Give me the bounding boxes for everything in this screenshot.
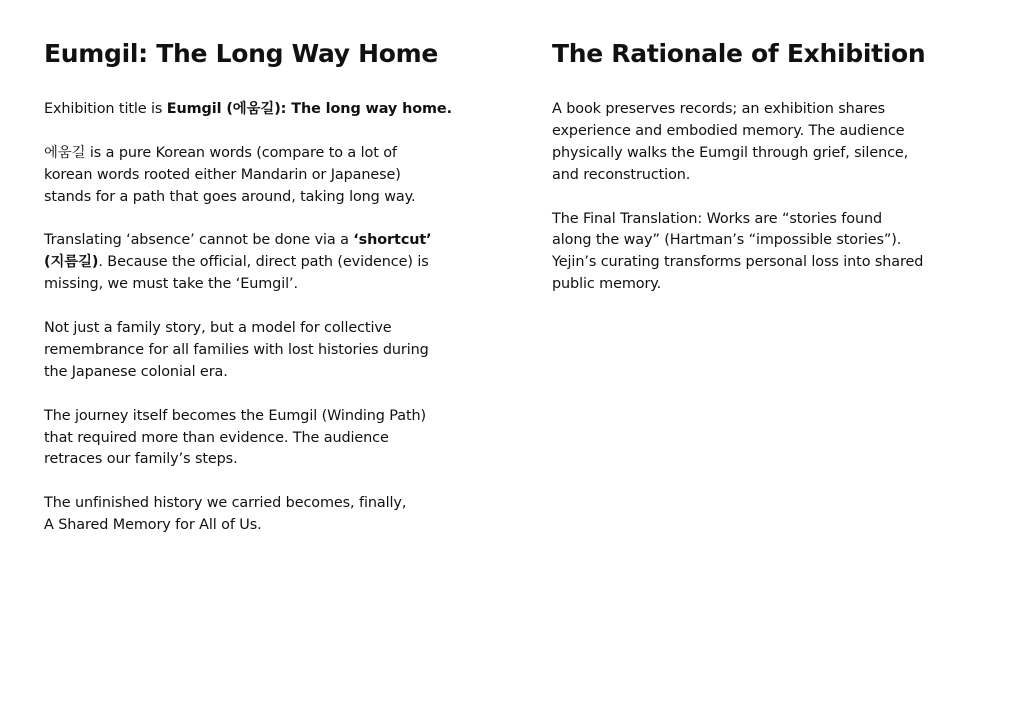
right-heading: The Rationale of Exhibition [552,39,926,68]
paragraph-line: The unfinished history we carried becomes, finally, [44,495,407,512]
right-column [552,38,982,296]
book-vs-exhibition-paragraph [552,99,982,187]
exhibition-title-bold: Eumgil (에움길): The long way home. [166,101,452,117]
paragraph-line: the Japanese colonial era. [44,363,228,380]
text-span: . Because the official, direct path (evidence) is [98,254,429,271]
paragraph-line: A book preserves records; an exhibition shares [552,101,886,117]
paragraph-line: The Final Translation: Works are “stories found [552,210,883,227]
text-span: Translating ‘absence’ cannot be done via a [44,232,354,249]
journey-paragraph [44,406,474,472]
jireumgil-bold: (지름길) [44,254,99,271]
paragraph-line: korean words rooted either Mandarin or Japanese) [44,166,401,183]
left-heading: Eumgil: The Long Way Home [44,39,439,68]
paragraph-line: public memory. [552,276,662,293]
absence-paragraph [44,230,474,296]
paragraph-line: physically walks the Eumgil through grief, silence, [552,144,909,161]
paragraph-line: experience and embodied memory. The audience [552,122,905,139]
paragraph-line [44,252,474,274]
paragraph-line: A Shared Memory for All of Us. [44,517,262,534]
eumgil-definition-paragraph [44,143,474,209]
paragraph-line [44,99,474,121]
paragraph-line: and reconstruction. [552,166,691,183]
paragraph-line: that required more than evidence. The audience [44,429,389,446]
left-body [44,99,474,537]
paragraph-line: Yejin’s curating transforms personal loss into shared [552,254,924,271]
paragraph-line: retraces our family’s steps. [44,451,238,468]
shortcut-bold: ‘shortcut’ [353,232,432,249]
paragraph-line: stands for a path that goes around, taking long way. [44,188,416,205]
right-body [552,99,982,296]
paragraph-line: remembrance for all families with lost histories during [44,341,429,358]
left-column [44,38,474,537]
paragraph-line [44,230,474,252]
exhibition-title-paragraph [44,99,474,121]
collective-remembrance-paragraph [44,318,474,384]
shared-memory-paragraph [44,493,474,537]
text-span: Exhibition title is [44,101,167,117]
paragraph-line: The journey itself becomes the Eumgil (Winding Path) [44,407,427,424]
paragraph-line: along the way” (Hartman’s “impossible stories”). [552,232,902,249]
paragraph-line: missing, we must take the ‘Eumgil’. [44,276,298,293]
paragraph-line: 에움길 is a pure Korean words (compare to a lot of [44,144,397,161]
final-translation-paragraph [552,209,982,297]
paragraph-line: Not just a family story, but a model for collective [44,320,392,337]
